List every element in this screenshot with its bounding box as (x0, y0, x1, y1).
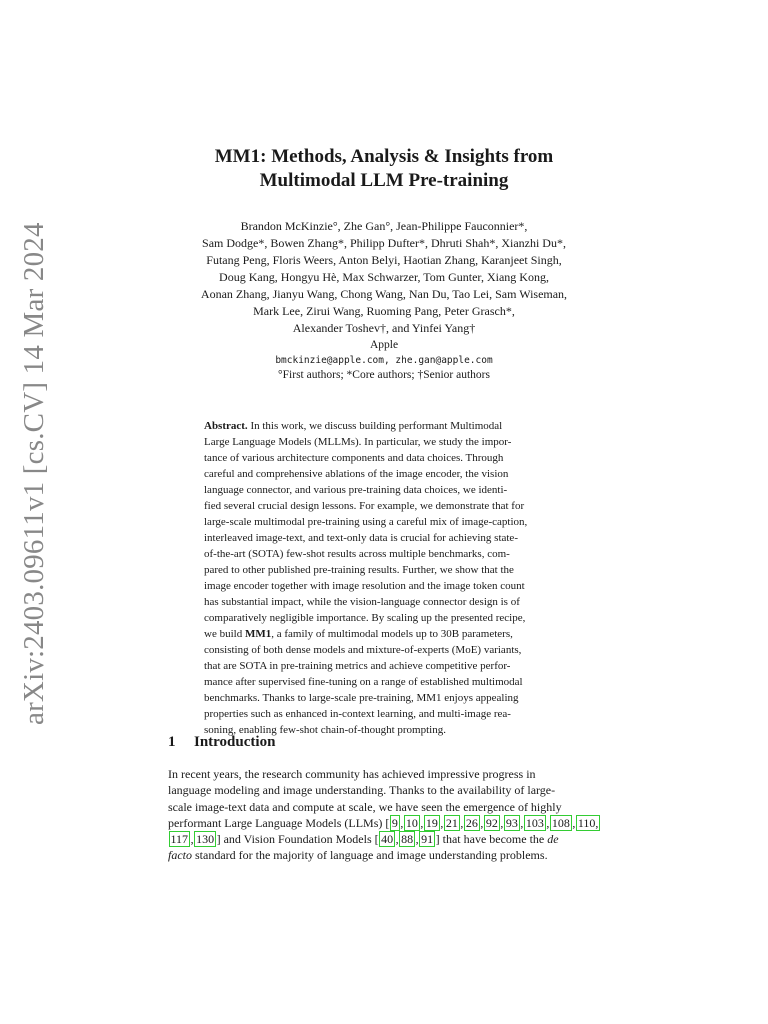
abstract-line: interleaved image-text, and text-only data is crucial for achieving state- (204, 532, 518, 544)
abstract-line: tance of various architecture components and data choices. Through (204, 452, 504, 464)
author-line: Doug Kang, Hongyu Hè, Max Schwarzer, Tom Gunter, Xiang Kong, (219, 270, 549, 284)
abstract-text: In this work, we discuss building performant Multimodal (247, 420, 503, 432)
citation-link[interactable]: 130 (196, 832, 215, 847)
citation-link[interactable]: 21 (445, 815, 458, 830)
title-line-2: Multimodal LLM Pre-training (259, 170, 509, 191)
author-line: Sam Dodge*, Bowen Zhang*, Philipp Dufter*, Dhruti Shah*, Xianzhi Du*, (202, 236, 566, 250)
citation-link[interactable]: 103 (525, 815, 544, 830)
abstract-line: Large Language Models (MLLMs). In particular, we study the impor- (204, 436, 512, 448)
section-title: Introduction (194, 734, 276, 750)
intro-line: language modeling and image understanding. Thanks to the availability of large- (168, 783, 556, 798)
citation-link[interactable]: 40 (381, 832, 394, 847)
citation-link[interactable]: 110, (577, 815, 599, 830)
abstract-line: careful and comprehensive ablations of the image encoder, the vision (204, 468, 509, 480)
intro-line: 117 , 130 ] and Vision Foundation Models [ 40 , 88 , 91 ] that have become the de (170, 832, 559, 847)
abstract (204, 418, 566, 738)
abstract-line: comparatively negligible importance. By scaling up the presented recipe, (204, 612, 526, 624)
intro-text: standard for the majority of language and image understanding problems. (192, 848, 548, 863)
author-role-notes: °First authors; *Core authors; †Senior authors (278, 369, 490, 381)
citation-link[interactable]: 10 (405, 815, 418, 830)
abstract-line: consisting of both dense models and mixture-of-experts (MoE) variants, (204, 644, 522, 656)
title-line-1: MM1: Methods, Analysis & Insights from (214, 146, 554, 167)
section-heading-introduction (168, 732, 275, 752)
abstract-line: properties such as enhanced in-context learning, and multi-image rea- (204, 708, 511, 720)
paper-title (150, 145, 618, 193)
affiliation-block (150, 338, 618, 383)
contact-emails: bmckinzie@apple.com, zhe.gan@apple.com (275, 355, 493, 366)
abstract-line: image encoder together with image resolution and the image token count (204, 580, 525, 592)
abstract-line: that are SOTA in pre-training metrics and achieve competitive perfor- (204, 660, 511, 672)
abstract-line (204, 418, 566, 434)
citation-link[interactable]: 26 (465, 815, 478, 830)
abstract-text: we build (204, 628, 245, 640)
intro-line: In recent years, the research community has achieved impressive progress in (168, 767, 536, 781)
arxiv-identifier-stamp: arXiv:2403.09611v1 [cs.CV] 14 Mar 2024 (18, 222, 50, 725)
abstract-line: of-the-art (SOTA) few-shot results across multiple benchmarks, com- (204, 548, 510, 560)
abstract-line: has substantial impact, while the vision-language connector design is of (204, 596, 520, 608)
author-line: Aonan Zhang, Jianyu Wang, Chong Wang, Nan Du, Tao Lei, Sam Wiseman, (200, 287, 568, 301)
citation-link[interactable]: 88 (401, 832, 414, 847)
abstract-line: soning, enabling few-shot chain-of-thought prompting. (204, 724, 446, 736)
citation-link[interactable]: 19 (425, 815, 438, 830)
intro-text: that have become the (439, 832, 548, 847)
model-name: MM1 (244, 628, 272, 640)
author-list (150, 218, 618, 337)
author-line: Brandon McKinzie°, Zhe Gan°, Jean-Philippe Fauconnier*, (240, 219, 528, 233)
citation-link[interactable]: 91 (421, 832, 434, 847)
intro-line: performant Large Language Models (LLMs) [ 9 , 10 , 19 , 21 , 26 , 92 , 93 , 103 , 108 , 110, (168, 815, 599, 830)
abstract-line: mance after supervised fine-tuning on a range of established multimodal (204, 676, 523, 688)
abstract-line (204, 626, 566, 642)
citation-link[interactable]: 108 (551, 815, 570, 830)
intro-line (168, 847, 603, 863)
abstract-text: , a family of multimodal models up to 30B parameters, (271, 628, 513, 640)
abstract-line: pared to other published pre-training results. Further, we show that the (204, 564, 514, 576)
abstract-line: large-scale multimodal pre-training using a careful mix of image-caption, (204, 516, 528, 528)
author-line: Mark Lee, Zirui Wang, Ruoming Pang, Peter Grasch*, (253, 304, 515, 318)
affiliation-org: Apple (369, 339, 399, 351)
citation-link[interactable]: 9 (391, 815, 398, 830)
abstract-line: language connector, and various pre-training data choices, we identi- (204, 484, 508, 496)
citation-link[interactable]: 93 (505, 815, 518, 830)
abstract-line: benchmarks. Thanks to large-scale pre-training, MM1 enjoys appealing (204, 692, 519, 704)
abstract-line: fied several crucial design lessons. For example, we demonstrate that for (204, 500, 525, 512)
citation-link[interactable]: 117 (170, 832, 189, 847)
citation-link[interactable]: 92 (485, 815, 498, 830)
intro-text: performant Large Language Models (LLMs) (168, 815, 386, 830)
author-line: Futang Peng, Floris Weers, Anton Belyi, Haotian Zhang, Karanjeet Singh, (206, 253, 562, 267)
intro-line: scale image-text data and compute at scale, we have seen the emergence of highly (168, 799, 562, 814)
intro-text: and Vision Foundation Models (220, 832, 375, 847)
author-line: Alexander Toshev†, and Yinfei Yang† (292, 321, 476, 335)
section-number: 1 (168, 734, 176, 750)
intro-italic-text: facto (168, 848, 192, 863)
introduction-paragraph (168, 766, 603, 864)
abstract-heading: Abstract. (204, 420, 248, 432)
intro-italic-text: de (547, 832, 559, 847)
